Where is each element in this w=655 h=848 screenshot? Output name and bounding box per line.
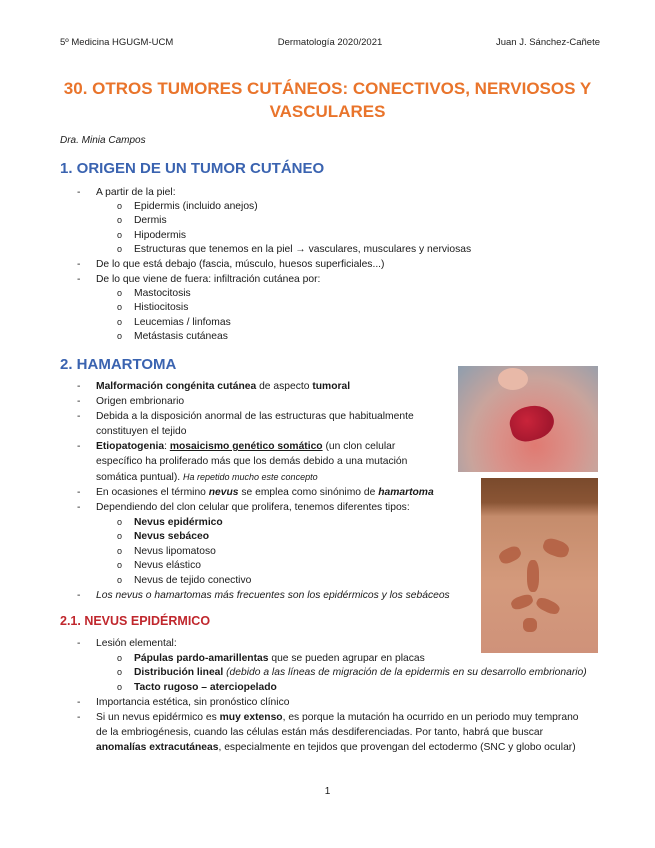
text: , especialmente en tejidos que provengan del ectodermo (SNC y globo ocular) [218, 742, 576, 753]
nevus-type-item: Nevus sebáceo [134, 531, 209, 542]
bullet-icon: o [117, 288, 123, 298]
bullet-icon: o [117, 653, 123, 663]
bold-text: Pápulas pardo-amarillentas [134, 653, 269, 664]
section-2-heading: 2. HAMARTOMA [60, 356, 177, 373]
nevus-type-item: Nevus de tejido conectivo [134, 575, 252, 586]
bold-text: Malformación congénita cutánea [96, 381, 257, 392]
s2-item-3-line-1: Debida a la disposición anormal de las estructuras que habitualmente [96, 411, 414, 422]
bullet-icon: o [117, 331, 123, 341]
text: Si un nevus epidérmico es [96, 712, 220, 723]
header-left: 5º Medicina HGUGM-UCM [60, 37, 174, 48]
s21-sub-item-1 [134, 652, 425, 666]
bullet-icon: o [117, 531, 123, 541]
dash-marker: - [77, 187, 81, 198]
photo-detail [527, 560, 539, 592]
text: de aspecto [256, 381, 313, 392]
text: somática puntual). [96, 472, 183, 483]
s2-item-6: Dependiendo del clon celular que prolifera, tenemos diferentes tipos: [96, 502, 410, 513]
text: se emplea como sinónimo de [238, 487, 379, 498]
s1-sub-item: Mastocitosis [134, 288, 191, 299]
hamartoma-infant-photo [458, 366, 598, 472]
text: , es porque la mutación ha ocurrido en un periodo muy temprano [282, 712, 579, 723]
dash-marker: - [77, 487, 81, 498]
text: que se pueden agrupar en placas [268, 653, 425, 664]
text: (un clon celular [322, 441, 396, 452]
header-center: Dermatología 2020/2021 [277, 37, 383, 48]
bullet-icon: o [117, 575, 123, 585]
s1-item-2: De lo que está debajo (fascia, músculo, huesos superficiales...) [96, 259, 385, 270]
photo-detail [506, 401, 557, 445]
s1-sub-item: Hipodermis [134, 230, 187, 241]
s21-item-3-line-2: de la embriogénesis, cuando las células están más desdiferenciadas. Por tanto, habrá que buscar [96, 727, 544, 738]
bold-text: muy extenso [219, 712, 283, 723]
s21-item-2: Importancia estética, sin pronóstico clínico [96, 697, 290, 708]
linear-nevus-back-photo [481, 478, 598, 653]
section-2-1-heading: 2.1. NEVUS EPIDÉRMICO [60, 614, 211, 628]
dash-marker: - [77, 502, 81, 513]
dash-marker: - [77, 590, 81, 601]
bold-text: Etiopatogenia [96, 441, 165, 452]
term-text: nevus [208, 487, 239, 498]
photo-detail [535, 595, 562, 616]
dash-marker: - [77, 441, 81, 452]
bold-text: Distribución lineal [134, 667, 224, 678]
section-1-heading: 1. ORIGEN DE UN TUMOR CUTÁNEO [60, 160, 325, 177]
dash-marker: - [77, 411, 81, 422]
bullet-icon: o [117, 230, 123, 240]
s2-item-1 [96, 380, 350, 394]
dash-marker: - [77, 274, 81, 285]
photo-detail [510, 593, 535, 612]
dash-marker: - [77, 712, 81, 723]
dash-marker: - [77, 259, 81, 270]
photo-detail [541, 536, 571, 560]
bullet-icon: o [117, 667, 123, 677]
underlined-text: mosaicismo genético somático [169, 441, 323, 452]
nevus-type-item: Nevus lipomatoso [134, 546, 216, 557]
s2-item-4-line-2: específico ha proliferado más que los demás debido a una mutación [96, 456, 408, 467]
bold-text: anomalías extracutáneas [96, 742, 219, 753]
note-text: Ha repetido mucho este concepto [183, 472, 318, 482]
s1-sub-item: Leucemias / linfomas [134, 317, 231, 328]
photo-detail [498, 368, 528, 390]
bullet-icon: o [117, 317, 123, 327]
s21-item-3-line-1 [96, 711, 579, 725]
dash-marker: - [77, 396, 81, 407]
page-header [60, 37, 600, 51]
s1-sub-item: Metástasis cutáneas [134, 331, 228, 342]
bullet-icon: o [117, 302, 123, 312]
bullet-icon: o [117, 215, 123, 225]
s2-item-4-line-3 [96, 470, 318, 485]
bullet-icon: o [117, 517, 123, 527]
s21-sub-item-3: Tacto rugoso – aterciopelado [134, 682, 277, 693]
italic-text: (debido a las líneas de migración de la epidermis en su desarrollo embrionario) [223, 667, 587, 678]
s21-item-1: Lesión elemental: [96, 638, 177, 649]
s1-sub-item: Histiocitosis [134, 302, 189, 313]
s1-item-3: De lo que viene de fuera: infiltración cutánea por: [96, 274, 321, 285]
page-title [50, 77, 605, 123]
bullet-icon: o [117, 244, 123, 254]
s1-sub-item: Epidermis (incluido anejos) [134, 201, 258, 212]
header-right: Juan J. Sánchez-Cañete [495, 37, 600, 48]
dash-marker: - [77, 638, 81, 649]
term-text: hamartoma [378, 487, 434, 498]
s2-item-7: Los nevus o hamartomas más frecuentes son los epidérmicos y los sebáceos [96, 590, 450, 601]
title-line-2: VASCULARES [269, 102, 386, 121]
bullet-icon: o [117, 546, 123, 556]
s1-sub-item: Estructuras que tenemos en la piel → vasculares, musculares y nerviosas [134, 244, 472, 255]
dash-marker: - [77, 381, 81, 392]
author: Dra. Minia Campos [60, 135, 146, 146]
s1-item-1: A partir de la piel: [96, 187, 176, 198]
s1-sub-item: Dermis [134, 215, 167, 226]
title-line-1: 30. OTROS TUMORES CUTÁNEOS: CONECTIVOS, NERVIOSOS Y [63, 79, 592, 98]
page-number: 1 [324, 786, 331, 797]
s2-item-3-line-2: constituyen el tejido [96, 426, 187, 437]
bullet-icon: o [117, 201, 123, 211]
s2-item-4-line-1 [96, 440, 395, 454]
nevus-type-item: Nevus epidérmico [134, 517, 223, 528]
bold-text: tumoral [312, 381, 351, 392]
photo-detail [523, 618, 537, 632]
bullet-icon: o [117, 682, 123, 692]
text: : [164, 441, 170, 452]
photo-detail [497, 544, 523, 566]
nevus-type-item: Nevus elástico [134, 560, 201, 571]
s21-item-3-line-3 [96, 741, 576, 755]
s2-item-5 [96, 486, 434, 500]
dash-marker: - [77, 697, 81, 708]
text: En ocasiones el término [96, 487, 209, 498]
bullet-icon: o [117, 560, 123, 570]
s2-item-2: Origen embrionario [96, 396, 185, 407]
s21-sub-item-2 [134, 666, 587, 680]
